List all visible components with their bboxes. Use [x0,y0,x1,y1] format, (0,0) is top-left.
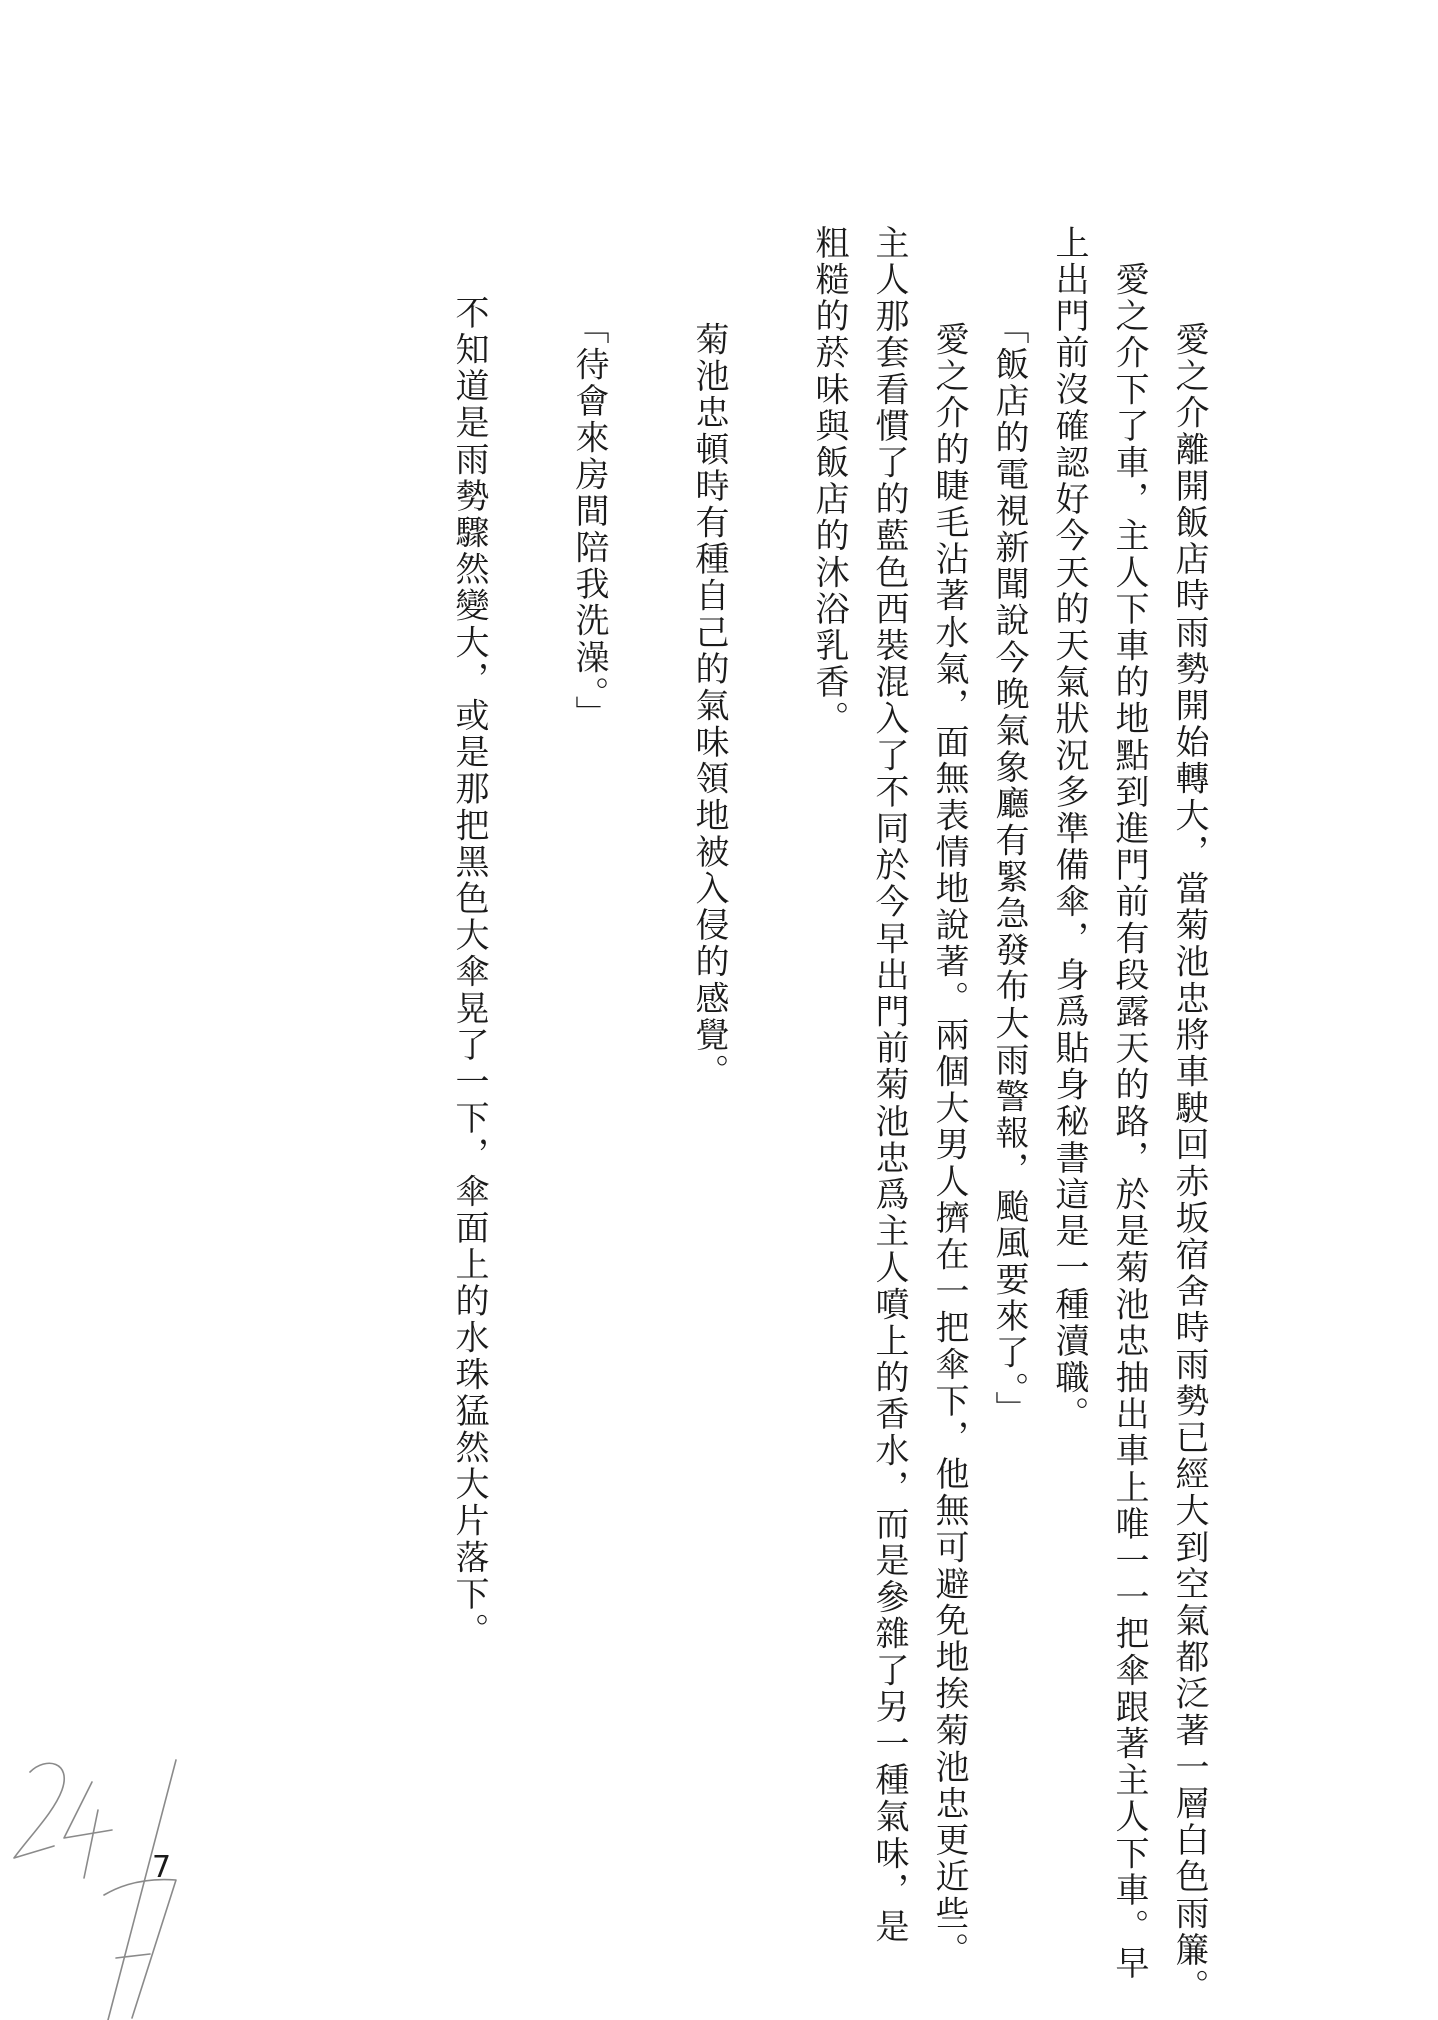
text-column-6: 主人那套看慣了的藍色西裝混入了不同於今早出門前菊池忠爲主人噴上的香水，而是參雜了另一種氣味，是 [869,225,909,1946]
text-column-4: 「飯店的電視新聞說今晚氣象廳有緊急發布大雨警報，颱風要來了。」 [989,310,1029,1428]
text-column-5: 愛之介的睫毛沾著水氣，面無表情地說著。兩個大男人擠在一把傘下，他無可避免地挨菊池忠更近些。 [929,285,969,1969]
text-column-13: 不知道是雨勢驟然變大，或是那把黑色大傘晃了一下，傘面上的水珠猛然大片落下。 [449,295,489,1650]
text-column-9: 菊池忠頓時有種自己的氣味領地被入侵的感覺。 [689,285,729,1091]
text-column-3: 上出門前沒確認好今天的天氣狀況多準備傘，身爲貼身秘書這是一種瀆職。 [1049,225,1089,1433]
text-column-1: 愛之介離開飯店時雨勢開始轉大，當菊池忠將車駛回赤坂宿舍時雨勢已經大到空氣都泛著一層白色雨簾。 [1169,285,1209,2006]
text-column-11: 「待會來房間陪我洗澡。」 [569,310,609,733]
text-column-2: 愛之介下了車，主人下車的地點到進門前有段露天的路，於是菊池忠抽出車上唯一一把傘跟著主人下車。早 [1109,225,1149,1982]
page-number: 7 [152,1850,172,1885]
text-column-7: 粗糙的菸味與飯店的沐浴乳香。 [809,225,849,738]
